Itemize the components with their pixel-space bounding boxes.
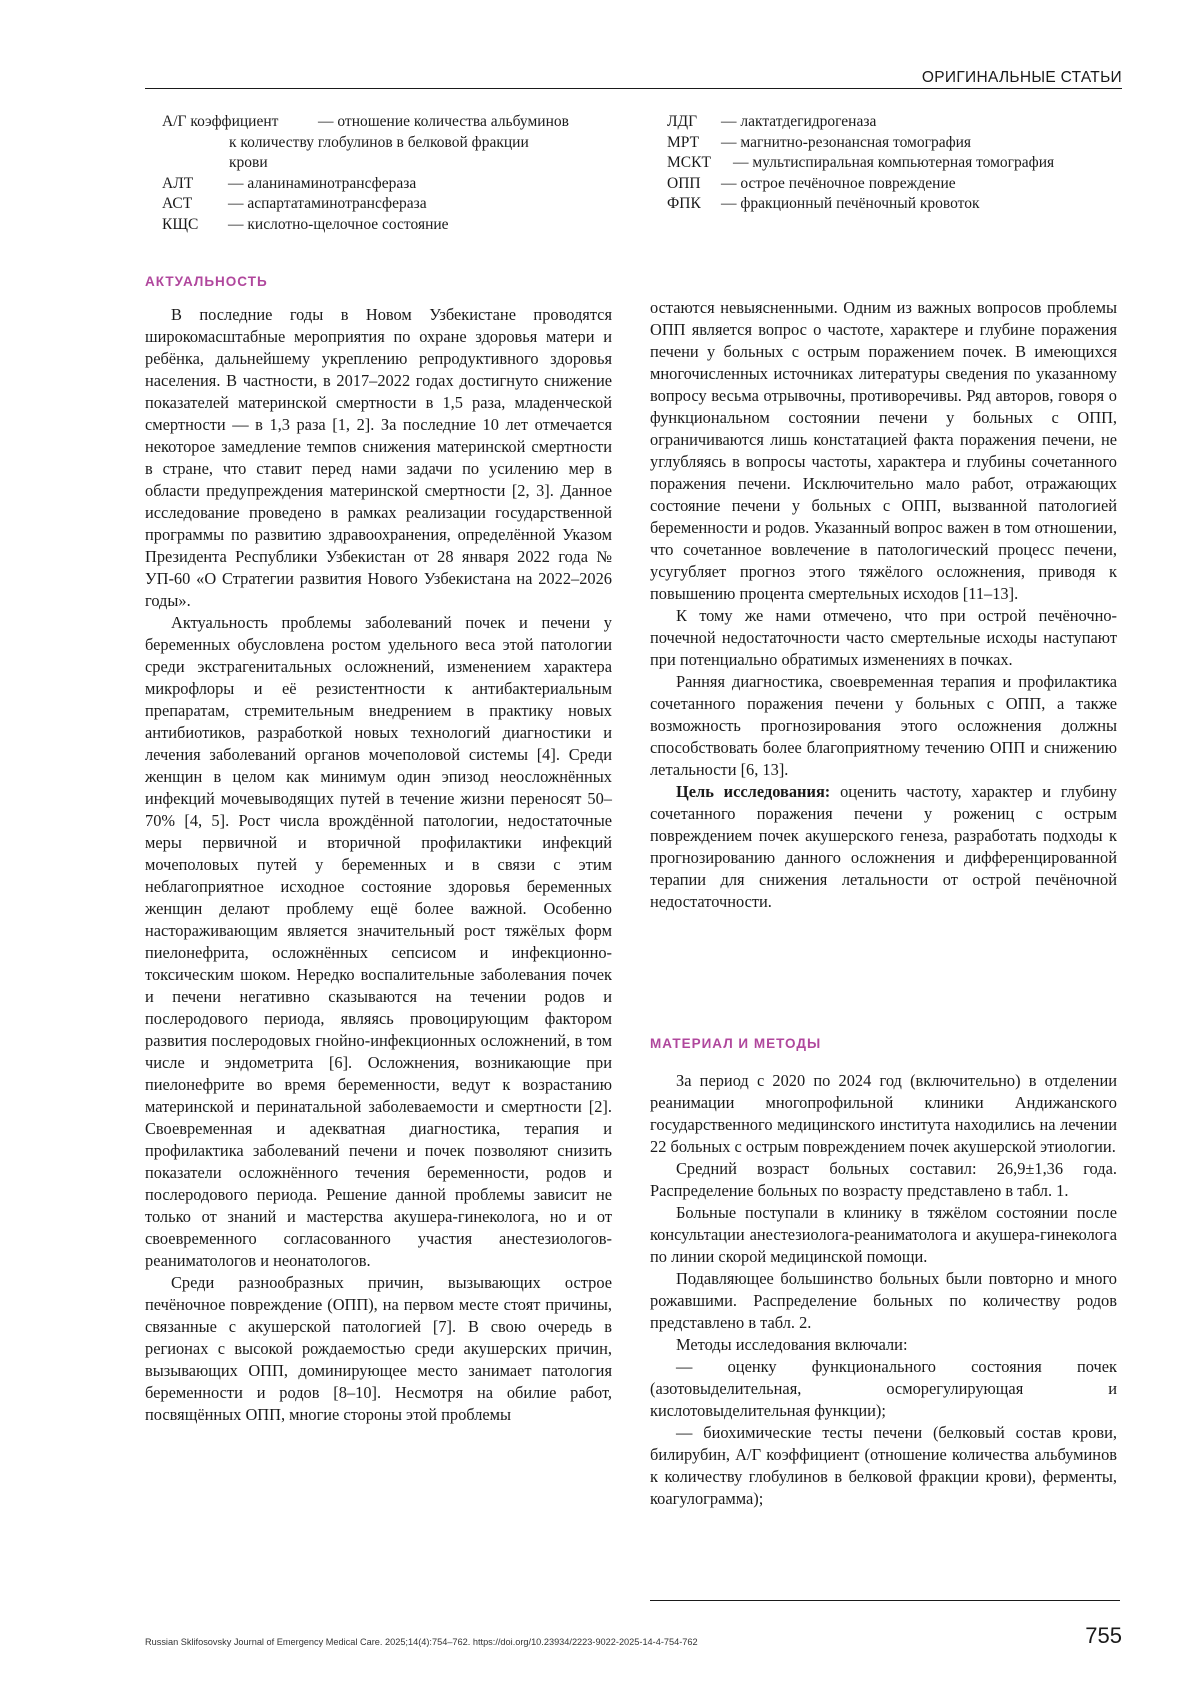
paragraph: Методы исследования включали: <box>676 1335 908 1354</box>
paragraph: Средний возраст больных составил: 26,9±1,36 года. Распределение больных по возрасту представлено в табл. 1. <box>650 1159 1117 1200</box>
abbreviation-definition: — отношение количества альбуминов <box>318 113 569 130</box>
aim-paragraph <box>650 781 1117 913</box>
section-heading-methods: МАТЕРИАЛ И МЕТОДЫ <box>650 1036 822 1051</box>
abbreviation-definition: — магнитно-резонансная томография <box>721 133 972 151</box>
abbreviation-term: МСКТ <box>667 154 711 171</box>
abbreviation-definition: — фракционный печёночный кровоток <box>721 195 980 212</box>
page-number: 755 <box>1085 1623 1122 1648</box>
header-divider <box>145 88 1122 89</box>
paragraph: Больные поступали в клинику в тяжёлом состоянии после консультации анестезиолога-реаниматолога и акушера-гинеколога по линии скорой медицинской помощи. <box>650 1203 1117 1266</box>
left-column <box>145 304 612 1426</box>
abbreviation-term: ОПП <box>667 174 701 192</box>
abbreviation-row <box>162 112 612 133</box>
abbreviation-row <box>667 133 1137 154</box>
abbreviation-definition: — острое печёночное повреждение <box>721 174 956 192</box>
abbreviation-definition: — аспартатаминотрансфераза <box>228 195 427 212</box>
abbreviation-term: ФПК <box>667 195 701 212</box>
paragraph: Актуальность проблемы заболеваний почек и печени у беременных обусловлена ростом удельного веса этой патологии среди экстрагенитальных осложнений, изменением характера микрофлоры и её резистентности к антибактериальным препаратам, стремительным внедрением в практику новых антибиотиков, разработкой новых технологий диагностики и лечения заболеваний органов мочеполовой системы [4]. Среди женщин в целом как минимум один эпизод неосложнённых инфекций мочевыводящих путей в течение жизни переносят 50–70% [4, 5]. Рост числа врождённой патологии, недостаточные меры первичной и вторичной профилактики инфекций мочеполовых путей у беременных и в связи с этим неблагоприятное исходное состояние здоровья беременных женщин делают проблему ещё более важной. Особенно настораживающим является значительный рост тяжёлых форм пиелонефрита, осложнённых сепсисом и инфекционно-токсическим шоком. Нередко воспалительные заболевания почек и печени негативно сказываются на течении родов и послеродового периода, являясь провоцирующим фактором развития послеродовых гнойно-инфекционных осложнений, в том числе и эндометрита [6]. Осложнения, возникающие при пиелонефрите во время беременности, ведут к возрастанию материнской и перинатальной заболеваемости и смертности [2]. Своевременная и адекватная диагностика, терапия и профилактика заболеваний печени и почек позволяют снизить показатели осложнённого течения беременности, родов и послеродового периода. Решение данной проблемы зависит не только от знаний и мастерства акушера-гинеколога, но и от своевременного согласованного участия анестезиологов-реаниматологов и неонатологов. <box>145 613 612 1270</box>
abbreviation-continuation: крови <box>229 154 268 171</box>
right-column-methods <box>650 1070 1117 1510</box>
section-label: ОРИГИНАЛЬНЫЕ СТАТЬИ <box>921 69 1122 86</box>
aim-text: оценить частоту, характер и глубину сочетанного поражения печени у рожениц с острым повреждением почек акушерского генеза, разработать подходы к прогнозированию данного осложнения и дифференцированной терапии для снижения летальности от острой печёночной недостаточности. <box>650 782 1118 911</box>
list-item: — биохимические тесты печени (белковый состав крови, билирубин, А/Г коэффициент (отношение количества альбуминов к количеству глобулинов в белковой фракции крови), ферменты, коагулограмма); <box>650 1423 1117 1508</box>
abbreviation-term: АЛТ <box>162 174 194 192</box>
abbreviation-row <box>162 194 612 215</box>
abbreviation-continuation: к количеству глобулинов в белковой фракции <box>229 133 529 151</box>
abbreviation-term: МРТ <box>667 133 700 151</box>
abbreviations-left <box>162 112 612 235</box>
section-heading-relevance: АКТУАЛЬНОСТЬ <box>145 274 268 289</box>
abbreviation-row <box>162 215 612 236</box>
abbreviation-definition: — мультиспиральная компьютерная томография <box>733 154 1055 171</box>
abbreviation-term: ЛДГ <box>667 113 698 130</box>
abbreviation-term: КЩС <box>162 215 199 233</box>
paragraph: В последние годы в Новом Узбекистане проводятся широкомасштабные мероприятия по охране здоровья матери и ребёнка, дальнейшему укреплению репродуктивного здоровья населения. В частности, в 2017–2022 годах достигнуто снижение показателей материнской смертности в 1,5 раза, младенческой смертности — в 1,3 раза [1, 2]. За последние 10 лет отмечается некоторое замедление темпов снижения материнской смертности в стране, что ставит перед нами задачи по усилению мер в области предупреждения материнской смертности [2, 3]. Данное исследование проведено в рамках реализации государственной программы по развитию здравоохранения, определённой Указом Президента Республики Узбекистан от 28 января 2022 года № УП-60 «О Стратегии развития Нового Узбекистана на 2022–2026 годы». <box>145 305 612 610</box>
abbreviation-row <box>667 153 1137 174</box>
abbreviation-row <box>667 112 1137 133</box>
abbreviation-definition: — лактатдегидрогеназа <box>721 113 877 130</box>
abbreviation-definition: — кислотно-щелочное состояние <box>228 215 449 233</box>
paragraph: Подавляющее большинство больных были повторно и много рожавшими. Распределение больных по количеству родов представлено в табл. 2. <box>650 1269 1117 1332</box>
journal-citation: Russian Sklifosovsky Journal of Emergency Medical Care. 2025;14(4):754–762. https://doi.org/10.23934/2223-9022-2025-14-4-754-762 <box>145 1637 698 1647</box>
paragraph: Ранняя диагностика, своевременная терапия и профилактика сочетанного поражения печени у больных с ОПП, а также возможность прогнозирования этого осложнения должны способствовать более благоприятному течению ОПП и снижению летальности [6, 13]. <box>650 672 1117 779</box>
footer-divider <box>650 1600 1120 1601</box>
abbreviation-definition: — аланинаминотрансфераза <box>228 174 417 192</box>
aim-lead: Цель исследования: <box>676 782 831 801</box>
abbreviations-right <box>667 112 1137 215</box>
abbreviation-row <box>162 174 612 195</box>
paragraph: К тому же нами отмечено, что при острой печёночно-почечной недостаточности часто смертельные исходы наступают при потенциально обратимых изменениях в почках. <box>650 606 1117 669</box>
paragraph: За период с 2020 по 2024 год (включительно) в отделении реанимации многопрофильной клиники Андижанского государственного медицинского института находились на лечении 22 больных с острым повреждением почек акушерской этиологии. <box>650 1071 1117 1156</box>
abbreviation-row <box>667 194 1137 215</box>
abbreviation-term: АСТ <box>162 195 193 212</box>
abbreviation-term: А/Г коэффициент <box>162 113 279 130</box>
list-item: — оценку функционального состояния почек (азотовыделительная, осморегулирующая и кислотовыделительная функции); <box>650 1357 1117 1420</box>
abbreviation-row <box>667 174 1137 195</box>
paragraph: остаются невыясненными. Одним из важных вопросов проблемы ОПП является вопрос о частоте, характере и глубине поражения печени у больных с острым поражением почек. В имеющихся многочисленных источниках литературы сведения по указанному вопросу весьма отрывочны, противоречивы. Ряд авторов, говоря о функциональном состоянии печени у больных с ОПП, ограничиваются лишь констатацией факта поражения печени, не углубляясь в вопросы частоты, характера и глубины сочетанного поражения печени. Исключительно мало работ, отражающих состояние печени у больных с ОПП, вызванной патологией беременности и родов. Указанный вопрос важен в том отношении, что сочетанное вовлечение в патологический процесс печени, усугубляет прогноз этого тяжёлого осложнения, приводя к повышению процента смертельных исходов [11–13]. <box>650 298 1117 603</box>
paragraph: Среди разнообразных причин, вызывающих острое печёночное повреждение (ОПП), на первом месте стоят причины, связанные с акушерской патологией [7]. В свою очередь в регионах с высокой рождаемостью среди акушерских причин, вызывающих ОПП, доминирующее место занимает патология беременности и родов [8–10]. Несмотря на обилие работ, посвящённых ОПП, многие стороны этой проблемы <box>145 1273 612 1424</box>
right-column-top <box>650 297 1117 913</box>
